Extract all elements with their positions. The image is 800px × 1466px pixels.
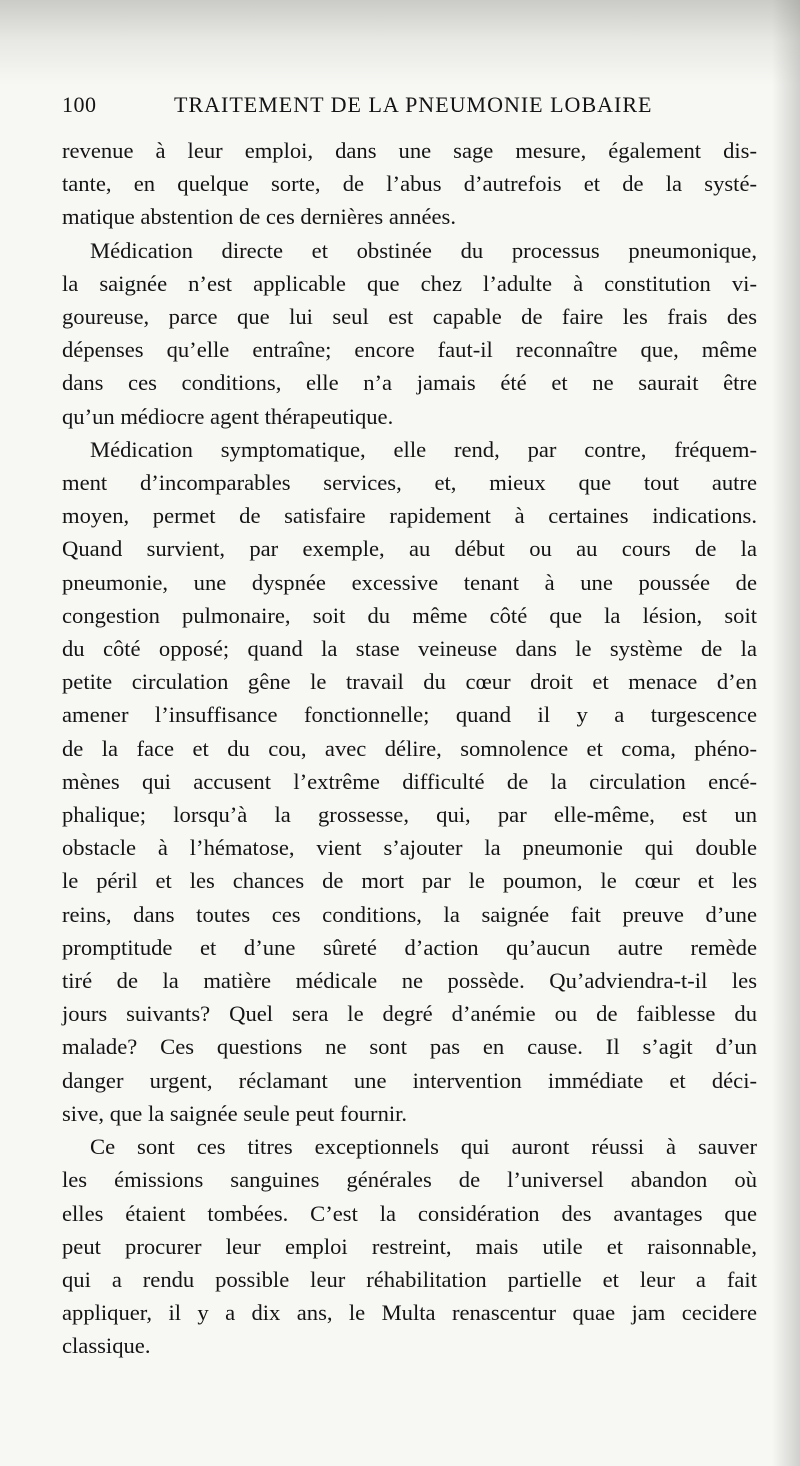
text-line: mènes qui accusent l’extrême difficulté de la circulation encé-: [62, 768, 757, 794]
text-line: Ce sont ces titres exceptionnels qui auront réussi à sauver: [90, 1134, 757, 1160]
text-line: de la face et du cou, avec délire, somnolence et coma, phéno-: [62, 735, 757, 761]
text-line: matique abstention de ces dernières années.: [62, 204, 456, 230]
text-line: pneumonie, une dyspnée excessive tenant à une poussée de: [62, 569, 757, 595]
text-line: les émissions sanguines générales de l’universel abandon où: [62, 1167, 757, 1193]
text-line: promptitude et d’une sûreté d’action qu’aucun autre remède: [62, 934, 757, 960]
text-line: amener l’insuffisance fonctionnelle; quand il y a turgescence: [62, 702, 757, 728]
text-line: du côté opposé; quand la stase veineuse dans le système de la: [62, 636, 757, 662]
text-line: qui a rendu possible leur réhabilitation partielle et leur a fait: [62, 1266, 757, 1292]
text-line: sive, que la saignée seule peut fournir.: [62, 1100, 408, 1126]
text-line: petite circulation gêne le travail du cœur droit et menace d’en: [62, 669, 757, 695]
text-line: Quand survient, par exemple, au début ou au cours de la: [62, 536, 757, 562]
text-line: Médication directe et obstinée du processus pneumonique,: [90, 237, 757, 263]
text-line: la saignée n’est applicable que chez l’adulte à constitution vi-: [62, 270, 757, 296]
body-text: [62, 134, 757, 1363]
text-line: obstacle à l’hématose, vient s’ajouter la pneumonie qui double: [62, 835, 757, 861]
page-header: [62, 92, 752, 122]
text-line: tante, en quelque sorte, de l’abus d’autrefois et de la systé-: [62, 171, 757, 197]
text-line: classique.: [62, 1333, 151, 1359]
text-line: ment d’incomparables services, et, mieux que tout autre: [62, 470, 757, 496]
text-line: reins, dans toutes ces conditions, la saignée fait preuve d’une: [62, 901, 757, 927]
page-number: 100: [62, 92, 97, 117]
text-line: tiré de la matière médicale ne possède. Qu’adviendra-t-il les: [62, 968, 757, 994]
text-line: malade? Ces questions ne sont pas en cause. Il s’agit d’un: [62, 1034, 757, 1060]
text-line: goureuse, parce que lui seul est capable de faire les frais des: [62, 304, 757, 330]
text-line: dépenses qu’elle entraîne; encore faut-il reconnaître que, même: [62, 337, 757, 363]
text-line: moyen, permet de satisfaire rapidement à certaines indications.: [62, 503, 757, 529]
text-line: phalique; lorsqu’à la grossesse, qui, par elle-même, est un: [62, 802, 757, 828]
text-line: appliquer, il y a dix ans, le Multa renascentur quae jam cecidere: [62, 1300, 757, 1326]
text-line: le péril et les chances de mort par le poumon, le cœur et les: [62, 868, 757, 894]
text-line: revenue à leur emploi, dans une sage mesure, également dis-: [62, 138, 757, 163]
running-title: TRAITEMENT DE LA PNEUMONIE LOBAIRE: [174, 92, 653, 117]
text-line: peut procurer leur emploi restreint, mais utile et raisonnable,: [62, 1233, 757, 1259]
text-line: qu’un médiocre agent thérapeutique.: [62, 403, 394, 429]
text-line: danger urgent, réclamant une intervention immédiate et déci-: [62, 1067, 757, 1093]
text-line: dans ces conditions, elle n’a jamais été et ne saurait être: [62, 370, 757, 396]
text-line: Médication symptomatique, elle rend, par contre, fréquem-: [90, 436, 757, 462]
text-line: jours suivants? Quel sera le degré d’anémie ou de faiblesse du: [62, 1001, 757, 1027]
text-line: congestion pulmonaire, soit du même côté que la lésion, soit: [62, 602, 757, 628]
text-line: elles étaient tombées. C’est la considération des avantages que: [62, 1200, 757, 1226]
